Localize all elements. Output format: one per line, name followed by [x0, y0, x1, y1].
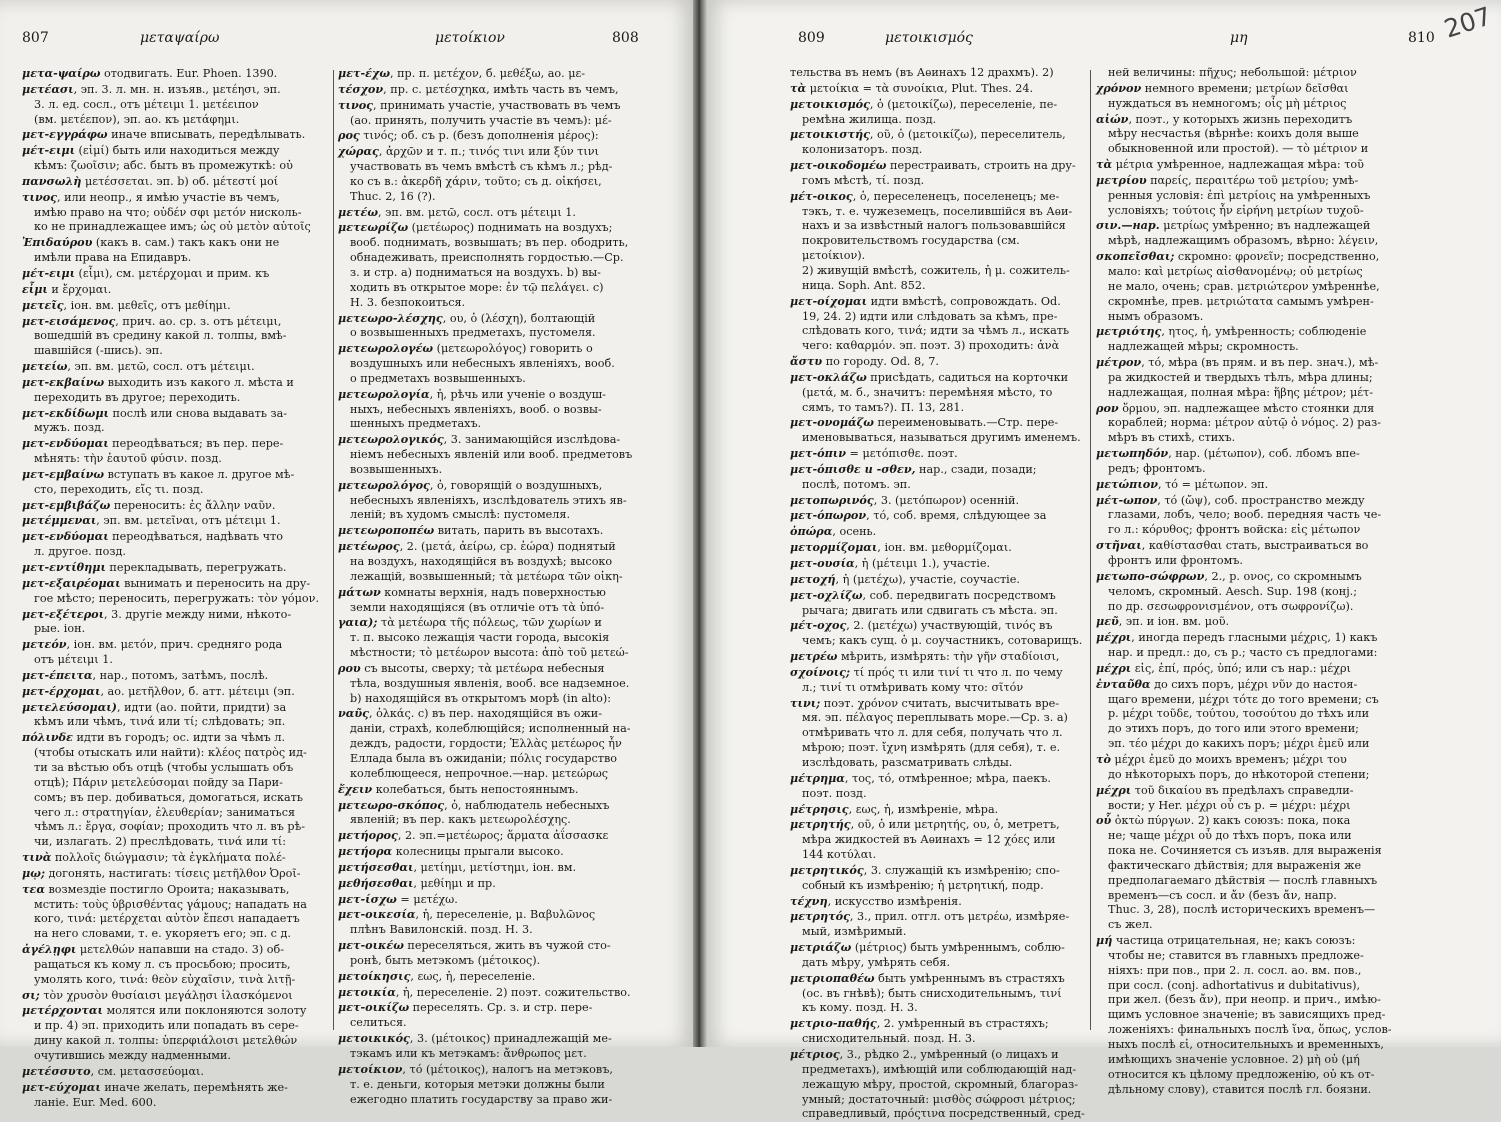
dictionary-line: μέτ-οικος, ὁ, переселенецъ, поселенецъ; ме- — [790, 188, 1060, 203]
dictionary-line: мя. эп. πέλαγος переплывать море.—Ср. з. а) — [802, 711, 1068, 725]
dictionary-line: редъ; фронтомъ. — [1108, 461, 1206, 475]
dictionary-line: рые. іон. — [34, 622, 86, 636]
dictionary-line: μετέσσυτο, см. μετασσεύομαι. — [22, 1063, 204, 1078]
dictionary-line: нар. и предл.: до, съ р.; часто съ предлогами: — [1108, 646, 1378, 660]
dictionary-line: μετ-εισάμενος, прич. ао. ср. з. отъ μέτειμι, — [22, 313, 282, 328]
dictionary-line: μέχρι τοῦ δικαίου въ предѣлахъ справедли- — [1096, 782, 1354, 797]
dictionary-line: мѣрою; поэт. ἴχνη измѣрять (для себя), т. е. — [802, 741, 1061, 755]
dictionary-line: μετ-εγγράφω иначе вписывать, передѣлывать. — [22, 127, 306, 142]
dictionary-line: μέχρι εἰς, ἐπί, πρός, ὑπό; или съ нар.: μέχρι — [1096, 660, 1351, 675]
page-number-810: 810 — [1408, 30, 1435, 46]
dictionary-line: μετριο-παθής, 2. умѣренный въ страстяхъ; — [790, 1016, 1049, 1031]
dictionary-line: мужъ. позд. — [34, 421, 105, 435]
dictionary-line: эп. τέο μέχρι до какихъ поръ; μέχρι ἐμεῦ или — [1108, 737, 1370, 751]
dictionary-line: колеблющееся, непрочное.—нар. μετεώρως — [350, 766, 609, 780]
dictionary-line: не; чаще μέχρι οὗ до тѣхъ поръ, пока или — [1108, 829, 1352, 843]
dictionary-line: μέχρι, иногда передъ гласными μέχρις, 1) какъ — [1096, 630, 1378, 645]
dictionary-line: μετοικία, ἡ, переселеніе. 2) поэт. сожительство. — [338, 984, 631, 999]
dictionary-line: ра жидкостей и твердыхъ тѣлъ, мѣра длины; — [1108, 370, 1373, 384]
dictionary-line: ти за вѣстью объ отцѣ (чтобы услышать объ — [34, 760, 294, 774]
dictionary-line: πανσωλὴ μετέσσεται. эп. b) об. μέτεστί μοί — [22, 173, 279, 188]
dictionary-line: σι; τὸν χρυσὸν θυσίαισι μεγάλῃσι ἱλασκόμενοι — [22, 987, 293, 1002]
dictionary-line: ложеніяхъ: финальныхъ послѣ ἵνα, ὅπως, услов- — [1108, 1023, 1392, 1037]
dictionary-line: μετεωρολογία, ἡ, рѣчь или ученіе о воздуш- — [338, 386, 606, 401]
dictionary-line: 2) живущій вмѣстѣ, сожитель, ἡ μ. сожитель- — [802, 263, 1070, 277]
dictionary-line: деждъ, радости, гордости; Ἑλλὰς μετέωρος ἦν — [350, 737, 622, 751]
dictionary-line: μετεωροποπέω витать, парить въ высотахъ. — [338, 523, 604, 538]
dictionary-line: з. и стр. а) подниматься на воздухъ. b) вы- — [350, 265, 601, 279]
dictionary-line: μετεωρο-σκόπος, ὁ, наблюдатель небесныхъ — [338, 797, 610, 812]
dictionary-line: τέχνη, искусство измѣренія. — [790, 893, 962, 908]
dictionary-line: сто, переходить, εἴς τι. позд. — [34, 482, 204, 496]
dictionary-line: земли находящіяся (въ отличіе отъ τὰ ὑπό- — [350, 600, 605, 614]
dictionary-line: Н. 3. безпокоиться. — [350, 295, 466, 309]
dictionary-line: μετ-έπειτα, нар., потомъ, затѣмъ, послѣ. — [22, 667, 269, 682]
dictionary-line: μῳ; догонять, настигать: τίσεις μετῆλθον Ὀροῖ- — [22, 865, 301, 880]
dictionary-line: μετεωρίζω (μετέωρος) поднимать на воздухъ; — [338, 220, 613, 235]
dictionary-line: имѣю право на что; οὐδέν σφι μετόν нисколь- — [34, 205, 302, 219]
dictionary-line: μετ-εμβαίνω вступать въ какое л. другое мѣ- — [22, 466, 295, 481]
dictionary-line: ἄστυ по городу. Od. 8, 7. — [790, 354, 939, 369]
dictionary-line: ренныя условія: ἐπὶ μετρίοις на умѣренныхъ — [1108, 188, 1371, 202]
column-rule-right — [1090, 70, 1091, 1030]
dictionary-line: μέτρημα, τος, τό, отмѣренное; мѣра, паекъ. — [790, 770, 1051, 785]
dictionary-line: (ос. въ гнѣвѣ); быть снисходительнымъ, τινί — [802, 986, 1062, 1000]
dictionary-line: μετέω, эп. вм. μετῶ, сосл. отъ μέτειμι 1. — [338, 204, 576, 219]
dictionary-line: покровительствомъ государства (см. μετοίκιον). — [802, 234, 1020, 263]
running-head-807: μεταψαίρω — [140, 30, 220, 46]
text-column-809 — [790, 66, 1086, 1122]
dictionary-line: сямъ, то тамъ?). П. 13, 281. — [802, 400, 965, 414]
dictionary-line: τὰ μέτρια умѣренное, надлежащая мѣра: τοῦ — [1096, 157, 1364, 172]
dictionary-line: временъ—съ сосл. и ἄν (безъ ἄν, напр. — [1108, 888, 1337, 902]
dictionary-line: ніяхъ: при пов., при 2. л. сосл. ао. вм. пов., — [1108, 963, 1362, 977]
dictionary-line: участвовать въ чемъ вмѣстѣ съ кѣмъ л.; рѣд- — [350, 160, 613, 174]
dictionary-line: чемъ; какъ сущ. ὁ μ. соучастникъ, сотоварищъ. — [802, 634, 1083, 648]
dictionary-line: обнадеживать, преисполнять гордостью.—Ср. — [350, 251, 624, 265]
dictionary-line: чего: καθαρμόν. эп. поэт. 3) проходить: ἀνὰ — [802, 339, 1060, 353]
dictionary-line: μετήορα колесницы прыгали высоко. — [338, 844, 564, 859]
dictionary-line: τινὰ πολλοῖς διώγμασιν; τὰ ἐγκλήματα πολέ- — [22, 850, 286, 865]
dictionary-line: относится къ цѣлому предложенію, οὐ къ от- — [1108, 1067, 1375, 1081]
dictionary-line: μετ-οικεσία, ἡ, переселеніе, μ. Βαβυλῶνος — [338, 907, 596, 922]
dictionary-line: τινος, принимать участіе, участвовать въ чемъ — [338, 97, 621, 112]
dictionary-line: и пр. 4) эп. приходить или попадать въ сере- — [34, 1019, 299, 1033]
dictionary-line: μετ-οικίζω переселять. Ср. з. и стр. пере- — [338, 1000, 593, 1015]
dictionary-line: 3. л. ед. сосл., отъ μέτειμι 1. μετέειπον — [34, 97, 259, 111]
dictionary-line: кѣмъ или чѣмъ, τινά или τί; слѣдовать; эп. — [34, 715, 286, 729]
dictionary-line: εἶμι и ἔρχομαι. — [22, 281, 112, 296]
dictionary-line: τινι; поэт. χρόνον считать, высчитывать вре- — [790, 695, 1060, 710]
dictionary-line: на него словами, т. е. укоряетъ его; эп. с д. — [34, 927, 291, 941]
dictionary-line: μετέρχονται молятся или поклоняются золоту — [22, 1003, 307, 1018]
dictionary-line: чи, излагать. 2) преслѣдовать, τινά или τί: — [34, 835, 287, 849]
dictionary-line: μετελεύσομαι), идти (ао. пойти, придти) за — [22, 699, 287, 714]
dictionary-line: шенныхъ предметахъ. — [350, 417, 482, 431]
dictionary-line: мало: καὶ μετρίως αἰσθανομένῳ; οὐ μετρίως — [1108, 264, 1363, 278]
dictionary-line: щаго времени, μέχρι τότε до того времени; съ — [1108, 692, 1379, 706]
dictionary-line: Thuc. 2, 16 (?). — [350, 189, 436, 203]
dictionary-line: мѣръ въ стихѣ, стихъ. — [1108, 431, 1236, 445]
dictionary-line: го л.: κόρυθος; фронтъ войска: εἰς μέτωπον — [1108, 523, 1361, 537]
dictionary-line: μετοίκιον, τό (μέτοικος), налогъ на метэковъ, — [338, 1061, 613, 1076]
text-column-807 — [22, 66, 328, 1110]
dictionary-line: 19, 24. 2) идти или слѣдовать за кѣмъ, пре- — [802, 309, 1058, 323]
dictionary-line: μετοπωρινός, 3. (μετόπωρον) осенній. — [790, 492, 1020, 507]
dictionary-line: мый, измѣримый. — [802, 925, 907, 939]
dictionary-line: кого, τινά: μετέρχεται αὐτὸν ἔπεσι нападаетъ — [34, 912, 300, 926]
dictionary-line: b) находящійся въ открытомъ морѣ (in alto): — [350, 691, 611, 705]
dictionary-line: послѣ, потомъ. эп. — [802, 477, 911, 491]
running-head-809: μετοικισμός — [885, 30, 973, 46]
dictionary-line: σχοίνοις; τί πρός τι или τινί τι что л. по чему — [790, 664, 1063, 679]
dictionary-line: нуждаться въ немногомъ; οἷς μὴ μέτριος — [1108, 96, 1347, 110]
dictionary-line: ἀγέλῃφι μετελθών напавши на стадо. 3) об- — [22, 942, 285, 957]
dictionary-line: μετ-εκβαίνω выходить изъ какого л. мѣста и — [22, 374, 294, 389]
dictionary-line: до этихъ поръ, до того или этого времени; — [1108, 722, 1359, 736]
dictionary-line: ронѣ, быть метэкомъ (μέτοικος). — [350, 953, 541, 967]
dictionary-line: μετ-εκδίδωμι послѣ или снова выдавать за- — [22, 405, 288, 420]
dictionary-line: μετήσεσθαι, μετίημι, μετίστημι, іон. вм. — [338, 859, 577, 874]
dictionary-line: лежащій, возвышенный; τὰ μετέωρα τῶν οἰκη- — [350, 569, 623, 583]
dictionary-line: χώρας, ἀρχῶν и т. п.; τινός τινι или ξύν τινι — [338, 144, 599, 159]
dictionary-line: вошедшій въ средину какой л. толпы, вмѣ- — [34, 329, 287, 343]
book-gutter — [693, 0, 707, 1047]
dictionary-line: τεα возмездіе постигло Ороита; наказывать, — [22, 881, 290, 896]
dictionary-line: μετεόν, іон. вм. μετόν, прич. средняго рода — [22, 637, 283, 652]
dictionary-line: μετ-εύχομαι иначе желать, перемѣнять же- — [22, 1079, 288, 1094]
dictionary-line: снисходительный. позд. Н. 3. — [802, 1032, 976, 1046]
dictionary-line: ко съ в.: ἀκερδῆ χάριν, τοῦτο; съ д. οἰκήσει, — [350, 174, 602, 188]
dictionary-line: мѣрѣ, надлежащимъ образомъ, вѣрно: λέγειν, — [1108, 234, 1379, 248]
dictionary-line: ρον ὅρμου, эп. надлежащее мѣсто стоянки для — [1096, 400, 1375, 415]
dictionary-line: поэт. позд. — [802, 786, 867, 800]
dictionary-line: глазами, лобъ, чело; вооб. передняя часть че- — [1108, 508, 1382, 522]
dictionary-line: селиться. — [350, 1016, 407, 1030]
dictionary-line: ко не принадлежащее имъ; ὡς οὐ μετὸν αὐτοῖς — [34, 220, 311, 234]
dictionary-line: ρος τινός; об. съ р. (безъ дополненія μέρος): — [338, 128, 599, 143]
dictionary-line: чего л.: στρατηγίαν, ἐλευθερίαν; заниматься — [34, 805, 296, 819]
dictionary-line: ἐνταῦθα до сихъ поръ, μέχρι νῦν до настоя- — [1096, 676, 1358, 691]
dictionary-line: μετ-έρχομαι, ао. μετῆλθον, б. атт. μέτειμι (эп. — [22, 683, 295, 698]
dictionary-line: μετήορος, 2. эп.=μετέωρος; ἅρματα ἀΐσσασκε — [338, 828, 609, 843]
dictionary-line: челомъ, скромный. Aesch. Sup. 198 (конj.; — [1108, 584, 1357, 598]
dictionary-line: сомъ; въ пер. добиваться, домогаться, искать — [34, 790, 303, 804]
dictionary-line: явленій; въ пер. какъ μετεωρολέσχης. — [350, 813, 571, 827]
dictionary-line: рычага; двигать или сдвигать съ мѣста. эп. — [802, 603, 1058, 617]
dictionary-line: σιν.—нар. μετρίως умѣренно; въ надлежащей — [1096, 218, 1371, 233]
dictionary-line: ναῦς, ὁλκάς. с) въ пер. находящійся въ ожи- — [338, 706, 602, 721]
dictionary-line: ланіе. Eur. Med. 600. — [34, 1095, 157, 1109]
dictionary-line: μεῦ, эп. и іон. вм. μοῦ. — [1096, 614, 1230, 629]
dictionary-line: μετριάζω (μέτριος) быть умѣреннымъ, соблю- — [790, 940, 1065, 955]
dictionary-line: нымъ образомъ. — [1108, 309, 1204, 323]
dictionary-line: μέτ-ειμι (εἶμι), см. μετέρχομαι и прим. къ — [22, 265, 270, 280]
dictionary-line: Ἐπιδαύρου (какъ в. сам.) такъ какъ они не — [22, 235, 280, 250]
dictionary-line: μετοχή, ἡ (μετέχω), участіе, соучастіе. — [790, 571, 1020, 586]
dictionary-line: μέτ-οχος, 2. (μετέχω) участвующій, τινός въ — [790, 618, 1053, 633]
dictionary-line: ращаться къ кому л. съ просьбою; просить, — [34, 957, 291, 971]
dictionary-line: μετεωρολογέω (μετεωρολόγος) говорить о — [338, 341, 593, 356]
handwritten-page-mark: 207 — [1440, 1, 1496, 44]
dictionary-line: мѣру несчастья (вѣрнѣе: коихъ доля выше — [1108, 127, 1359, 141]
dictionary-line: о предметахъ возвышенныхъ. — [350, 371, 526, 385]
dictionary-line: умолять кого, τινά: θεὸν εὐχαῖσιν, τινὰ λιτῇ- — [34, 972, 296, 986]
dictionary-line: кѣмъ: ζωοῖσιν; абс. быть въ промежуткѣ: οὐ — [34, 159, 293, 173]
dictionary-line: μάτων комнаты верхнія, надъ поверхностью — [338, 584, 606, 599]
dictionary-line: фронтъ или фронтомъ. — [1108, 554, 1243, 567]
dictionary-line: μετώπιον, τό = μέτωπον. эп. — [1096, 476, 1269, 491]
dictionary-line: μετρέω мѣрить, измѣрять: τὴν γῆν σταδίοισι, — [790, 649, 1060, 664]
dictionary-line: μετ-εμβιβάζω переносить: ἐς ἄλλην ναῦν. — [22, 497, 276, 512]
dictionary-line: μετρητός, 3., прил. отгл. отъ μετρέω, измѣряе- — [790, 909, 1070, 924]
dictionary-line: тельства въ немъ (въ Аѳинахъ 12 драхмъ). 2) — [790, 66, 1054, 79]
dictionary-line: фактическаго дѣйствія; для выраженія же — [1108, 858, 1362, 872]
dictionary-line: μετ-εξαιρέομαι вынимать и переносить на дру- — [22, 575, 311, 590]
dictionary-line: (чтобы отыскать или найти): κλέος πατρὸς ид- — [34, 746, 307, 760]
dictionary-line: плѣнъ Вавилонскій. позд. Н. 3. — [350, 923, 533, 937]
dictionary-line: μετέμμεναι, эп. вм. μετεῖναι, отъ μέτειμι 1. — [22, 513, 281, 528]
dictionary-line: умный; достаточный: μισθὸς σώφροσι μέτριος; — [802, 1092, 1076, 1106]
column-rule-left — [333, 70, 334, 1030]
dictionary-line: μετ-έχω, пр. п. μετέχον, б. μεθέξω, ао. με- — [338, 66, 586, 80]
dictionary-line: μετ-ενδύομαι переодѣваться, надѣвать что — [22, 529, 283, 544]
dictionary-line: χρόνον немного времени; μετρίων δεῖσθαι — [1096, 80, 1349, 95]
dictionary-line: съ жел. — [1108, 918, 1153, 932]
text-column-810 — [1096, 66, 1406, 1097]
dictionary-line: μετ-οικοδομέω перестраивать, строить на дру- — [790, 158, 1076, 173]
dictionary-line: тѣла, воздушныя явленія, вооб. все надземное. — [350, 676, 630, 690]
dictionary-line: шавшійся (-шись). эп. — [34, 344, 163, 358]
dictionary-line: не мало, очень; срав. μετριώτερον умѣреннѣе, — [1108, 279, 1380, 293]
dictionary-line: μέτ-ωπον, τό (ὤψ), соб. пространство между — [1096, 492, 1365, 507]
dictionary-line: μετωπο-σώφρων, 2., р. ονος, со скромнымъ — [1096, 568, 1362, 583]
dictionary-line: справедливый, πρόςτινα посредственный, сред- — [802, 1107, 1085, 1121]
dictionary-line: слѣдовать кого, τινά; идти за чѣмъ л., искать — [802, 324, 1070, 338]
dictionary-line: αἰών, поэт., у которыхъ жизнь переходитъ — [1096, 111, 1353, 126]
dictionary-line: τινος, или неопр., я имѣю участіе въ чемъ, — [22, 189, 280, 204]
dictionary-line: нахъ и за извѣстный налогъ пользовавшійся — [802, 219, 1066, 233]
dictionary-line: кораблей; норма: μέτρον αὐτῷ ὁ νόμος. 2) раз- — [1108, 416, 1381, 430]
dictionary-line: μέτ-ειμι (εἰμί) быть или находиться между — [22, 143, 280, 158]
dictionary-line: лежащую мѣру, простой, скромный, благораз- — [802, 1077, 1078, 1091]
dictionary-line: отцѣ); Πάριν μετελεύσομαι пойду за Пари- — [34, 775, 283, 789]
dictionary-line: очутившись между надменными. — [34, 1049, 231, 1062]
dictionary-line: μετοικικός, 3. (μέτοικος) принадлежащій ме- — [338, 1031, 612, 1046]
dictionary-line: леній; въ худомъ смыслѣ: пустомеля. — [350, 508, 570, 522]
dictionary-line: тэкамъ или къ метэкамъ: ἄνθρωπος μετ. — [350, 1047, 587, 1060]
dictionary-line: μή частица отрицательная, не; какъ союзъ: — [1096, 933, 1356, 948]
dictionary-line: по др. σεσωφρονισμένον, отъ σωφρονίζω). — [1108, 599, 1354, 613]
dictionary-line: 144 κοτύλαι. — [802, 848, 877, 862]
dictionary-line: μετοικιστής, οῦ, ὁ (μετοικίζω), переселитель, — [790, 127, 1066, 142]
dictionary-line: μετ-εντίθημι перекладывать, перегружать. — [22, 560, 287, 574]
dictionary-line: μετεωρολόγος, ὁ, говорящій о воздушныхъ, — [338, 477, 603, 492]
dictionary-line: предполагаемаго дѣйствія — послѣ главныхъ — [1108, 873, 1378, 887]
dictionary-line: ἔχειν колебаться, быть непостояннымъ. — [338, 781, 579, 796]
dictionary-line: μετρητικός, 3. служащій къ измѣренію; спо- — [790, 862, 1060, 877]
dictionary-line: μετ-όπιν = μετόπισθε. поэт. — [790, 446, 958, 461]
dictionary-line: мѣнять: τὴν ἑαυτοῦ φύσιν. позд. — [34, 452, 222, 466]
dictionary-line: στῆναι, καθίστασθαι стать, выстраиваться во — [1096, 538, 1369, 553]
dictionary-line: ныхъ послѣ εἰ, относительныхъ и временныхъ, — [1108, 1038, 1384, 1051]
dictionary-line: чѣмъ л.: ἔργα, σοφίαν; проходить что л. въ рѣ- — [34, 820, 306, 834]
dictionary-line: σκοπεῖσθαι; скромно: φρονεῖν; посредственно, — [1096, 249, 1380, 264]
dictionary-line: до нѣкоторыхъ поръ, до нѣкоторой степени; — [1108, 767, 1370, 781]
dictionary-line: ρου съ высоты, сверху; τὰ μετέωρα небесныя — [338, 660, 605, 675]
dictionary-line: вооб. поднимать, возвышать; въ пер. ободрить, — [350, 236, 629, 250]
dictionary-line: γαια); τὰ μετέωρα τῆς πόλεως, τῶν χωρίων и — [338, 615, 602, 630]
dictionary-line: гое мѣсто; переносить, перегружать: τὸν γόμον. — [34, 591, 320, 605]
dictionary-line: Еллада была въ ожиданіи; πόλις государство — [350, 751, 618, 765]
dictionary-line: изслѣдовать, разсматривать слѣды. — [802, 755, 1013, 769]
dictionary-line: ней величины: πῆχυς; небольшой: μέτριον — [1108, 66, 1357, 79]
dictionary-line: дину какой л. толпы: ὑπερφιάλοισι μετελθών — [34, 1034, 298, 1048]
dictionary-line: μετ-όπισθε и -σθεν, нар., сзади, позади; — [790, 461, 1037, 476]
dictionary-line: ὀπώρα, осень. — [790, 524, 877, 539]
dictionary-line: μέτριος, 3., рѣдко 2., умѣренный (о лицахъ и — [790, 1047, 1059, 1061]
dictionary-line: τέσχον, пр. с. μετέσχηκα, имѣть часть въ чемъ, — [338, 81, 619, 96]
dictionary-line: ныхъ, небесныхъ явленіяхъ, вооб. о возвы- — [350, 402, 602, 416]
dictionary-line: μετ-οκλάζω присѣдать, садиться на корточки — [790, 369, 1069, 384]
dictionary-line: мѣстности; τὸ μετέωρον высота: ἀπὸ τοῦ μετεώ- — [350, 646, 629, 660]
dictionary-line: μετ-οχλίζω, соб. передвигать посредствомъ — [790, 587, 1056, 602]
dictionary-line: μετ-ονομάζω переименовывать.—Стр. пере- — [790, 415, 1059, 430]
dictionary-line: μετέασι, эп. 3. л. мн. н. изъяв., μετέησι, эп. — [22, 81, 281, 96]
dictionary-line: имѣли права на Епидавръ. — [34, 251, 192, 265]
dictionary-line: чтобы не; ставится въ главныхъ предложе- — [1108, 948, 1364, 962]
dictionary-line: отмѣривать что л. для себя, получать что л. — [802, 726, 1063, 740]
dictionary-line: пока не. Сочиняется съ изъяв. для выраженія — [1108, 844, 1382, 858]
page-number-808: 808 — [612, 30, 639, 46]
dictionary-line: ходить въ открытое море: ἐν τῷ πελάγει. с) — [350, 280, 604, 294]
dictionary-line: т. п. высоко лежащія части города, высокія — [350, 631, 610, 645]
dictionary-line: дать мѣру, умѣрять себя. — [802, 955, 951, 969]
dictionary-line: къ кому. позд. Н. 3. — [802, 1001, 918, 1015]
dictionary-line: о возвышенныхъ предметахъ, пустомеля. — [350, 326, 596, 340]
dictionary-line: μετ-όπωρον, τό, соб. время, слѣдующее за — [790, 508, 1047, 523]
dictionary-line: при сосл. (conj. adhortativus и dubitativus), — [1108, 978, 1360, 992]
dictionary-line: μετοικισμός, ὁ (μετοικίζω), переселеніе, пе- — [790, 96, 1058, 111]
dictionary-line: ежегодно платить государству за право жи- — [350, 1092, 613, 1106]
dictionary-line: при жел. (безъ ἄν), при неопр. и прич., имѣю- — [1108, 993, 1381, 1007]
dictionary-line: μετα-ψαίρω отодвигать. Eur. Phoen. 1390. — [22, 66, 278, 80]
dictionary-line: отъ μέτειμι 1. — [34, 653, 113, 667]
dictionary-line: переходить въ другое; переходить. — [34, 390, 241, 404]
dictionary-line: μετ-ίσχω = μετέχω. — [338, 891, 458, 906]
dictionary-line: μετ-εξέτεροι, 3. другіе между ними, нѣкото- — [22, 606, 292, 621]
running-head-808: μετοίκιον — [435, 30, 505, 46]
dictionary-line: условіяхъ; τούτοις ἦν εἰρήνη μετρίων τυχοῦ- — [1108, 203, 1364, 217]
dictionary-line: собный къ измѣренію; ἡ μετρητική, подр. — [802, 878, 1044, 892]
dictionary-line: р. μέχρι τοῦδε, τούτου, τοσούτου до тѣхъ или — [1108, 707, 1370, 721]
dictionary-line: μέτρησις, εως, ἡ, измѣреніе, мѣра. — [790, 801, 999, 816]
dictionary-line: μετοίκησις, εως, ἡ, переселеніе. — [338, 968, 536, 983]
dictionary-line: μετ-ουσία, ἡ (μέτειμι 1.), участіе. — [790, 556, 991, 570]
dictionary-line: τὰ μετοίκια = τὰ συνοίκια, Plut. Thes. 24. — [790, 80, 1034, 95]
dictionary-line: надлежащей мѣры; скромность. — [1108, 340, 1299, 354]
dictionary-line: μετεῖς, іон. вм. μεθεῖς, отъ μεθίημι. — [22, 297, 231, 312]
dictionary-line: μετ-ενδύομαι переодѣваться; въ пер. пере- — [22, 436, 284, 451]
dictionary-line: л.; τινί τι отмѣривать кому что: σῖτόν — [802, 680, 1024, 694]
dictionary-line: возвышенныхъ. — [350, 462, 443, 476]
dictionary-line: мстить: τοὺς ὑβρισθέντας γάμους; нападать на — [34, 897, 307, 911]
dictionary-line: л. другое. позд. — [34, 545, 126, 559]
dictionary-line: οὗ ὀκτὼ πύργων. 2) какъ союзъ: пока, пока — [1096, 813, 1351, 828]
dictionary-line: т. е. деньги, которыя метэки должны были — [350, 1077, 605, 1091]
dictionary-line: τὸ μέχρι ἐμεῦ до моихъ временъ; μέχρι του — [1096, 751, 1347, 766]
dictionary-line: μέτρον, τό, мѣра (въ прям. и въ пер. знач.), мѣ- — [1096, 355, 1379, 370]
dictionary-line: μετεωρολογικός, 3. занимающійся изслѣдова- — [338, 432, 621, 447]
dictionary-line: колонизаторъ. позд. — [802, 143, 923, 157]
dictionary-line: μετεωρο-λέσχης, ου, ὁ (λέσχη), болтающій — [338, 310, 596, 325]
page-number-809: 809 — [798, 30, 825, 46]
dictionary-line: (вм. μετέεπον), эп. ао. къ μετάφημι. — [34, 112, 240, 126]
dictionary-line: ница. Soph. Ant. 852. — [802, 278, 926, 292]
dictionary-line: μετρητής, οῦ, ὁ или μετρητής, ου, ὁ, метретъ, — [790, 817, 1060, 832]
dictionary-line: тэкъ, т. е. чужеземецъ, поселившійся въ Аѳи- — [802, 204, 1073, 218]
dictionary-line: πόλινδε идти въ городъ; ос. идти за чѣмъ л. — [22, 730, 286, 745]
dictionary-line: на воздухъ, находящійся въ воздухѣ; высоко — [350, 555, 613, 568]
dictionary-line: вости; у Her. μέχρι οὗ съ р. = μέχρι: μέχρι — [1108, 798, 1351, 812]
page-number-807: 807 — [22, 30, 49, 46]
dictionary-line: небесныхъ явленіяхъ, изслѣдователь этихъ яв- — [350, 493, 627, 507]
dictionary-line: именовываться, называться другимъ именемъ. — [802, 431, 1081, 445]
dictionary-line: μεθήσεσθαι, μεθίημι и пр. — [338, 875, 496, 890]
dictionary-line: (μετά, м. б., значитъ: перемѣняя мѣсто, то — [802, 385, 1053, 399]
dictionary-line: надлежащая, полная мѣра: ἥβης μέτρον; μέτ- — [1108, 385, 1374, 399]
dictionary-line: μετείω, эп. вм. μετῶ, сосл. отъ μέτειμι. — [22, 359, 255, 374]
dictionary-line: μετριοπαθέω быть умѣреннымъ въ страстяхъ — [790, 970, 1065, 985]
text-column-808 — [338, 66, 673, 1107]
dictionary-line: предметахъ), имѣющій или соблюдающій над- — [802, 1062, 1077, 1076]
running-head-810: μη — [1230, 30, 1248, 46]
dictionary-line: μετ-οίχομαι идти вмѣстѣ, сопровождать. Od. — [790, 293, 1061, 308]
dictionary-line: μετρίου παρείς, περαιτέρω τοῦ μετρίου; умѣ- — [1096, 172, 1359, 187]
dictionary-line: обыкновенной или простой). — τὸ μέτριον и — [1108, 142, 1369, 156]
dictionary-line: гомъ мѣстѣ, τί. позд. — [802, 173, 925, 187]
dictionary-line: (ао. принять, получить участіе въ чемъ): μέ- — [350, 113, 612, 127]
dictionary-line: щимъ условное значеніе; въ зависящихъ пред- — [1108, 1008, 1386, 1022]
dictionary-line: ремѣна жилища. позд. — [802, 112, 937, 126]
dictionary-line: мѣра жидкостей въ Аѳинахъ = 12 χόες или — [802, 833, 1056, 847]
dictionary-line: воздушныхъ или небесныхъ явленіяхъ, вооб. — [350, 357, 615, 371]
dictionary-line: μετορμίζομαι, іон. вм. μεθορμίζομαι. — [790, 540, 1012, 555]
dictionary-line: μετ-οικέω переселяться, жить въ чужой сто- — [338, 938, 611, 953]
dictionary-line: Thuc. 3, 28), послѣ историческихъ временъ— — [1108, 903, 1376, 917]
dictionary-line: дѣльному слову), ставится послѣ гл. боязни. — [1108, 1082, 1372, 1096]
dictionary-line: скромнѣе, прев. μετριώτατα самымъ умѣрен- — [1108, 294, 1374, 308]
dictionary-line: имѣющихъ значеніе условное. 2) μὴ οὐ (μή — [1108, 1052, 1360, 1066]
dictionary-line: ніемъ небесныхъ явленій или вооб. предметовъ — [350, 448, 633, 462]
dictionary-line: μετωπηδόν, нар. (μέτωπον), соб. лбомъ впе- — [1096, 446, 1360, 461]
dictionary-line: даніи, страхѣ, колеблющійся; исполненный на- — [350, 722, 631, 736]
dictionary-line: μετέωρος, 2. (μετά, ἀείρω, ср. ἑώρα) поднятый — [338, 539, 616, 554]
dictionary-line: μετριότης, ητος, ἡ, умѣренность; соблюденіе — [1096, 324, 1367, 339]
